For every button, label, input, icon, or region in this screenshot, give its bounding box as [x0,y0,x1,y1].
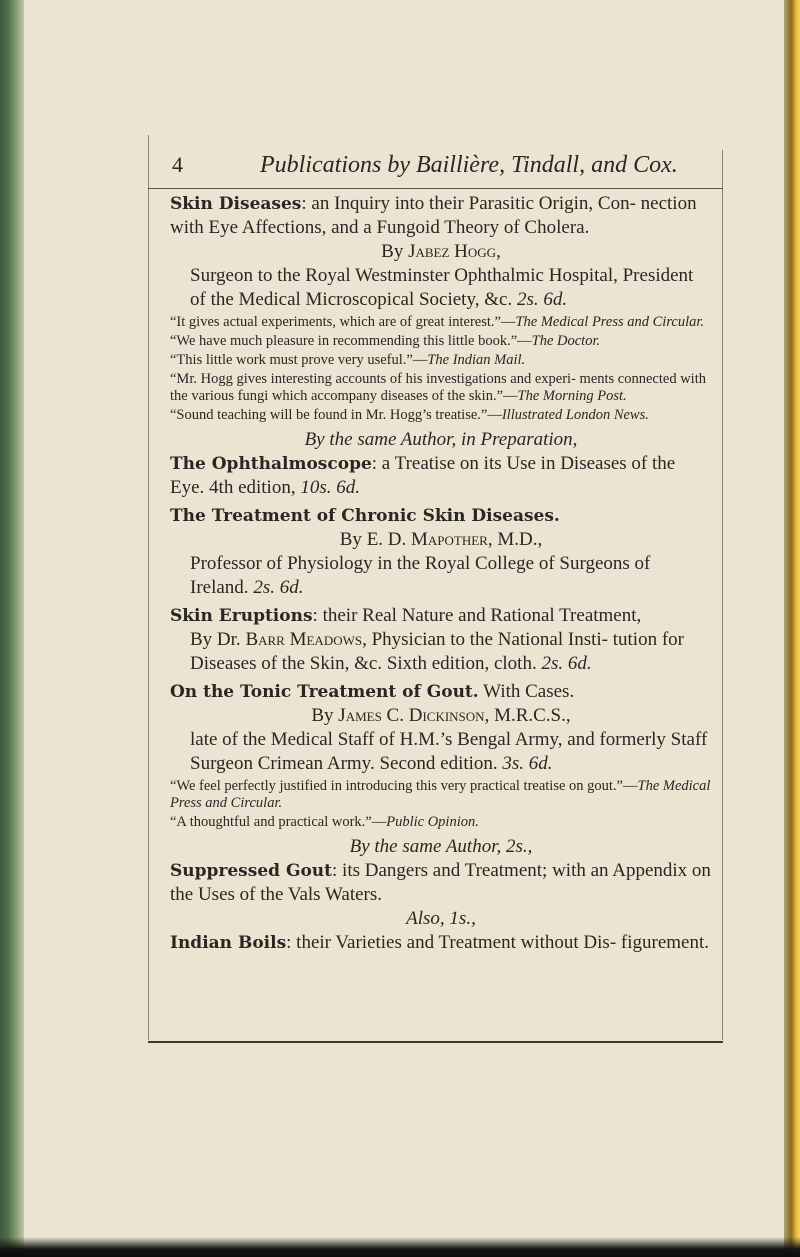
entry-indian-boils [170,931,712,955]
review-quote: “We have much pleasure in recommending this little book.”—The Doctor. [170,333,601,349]
page-margin-left [148,135,149,1040]
entry-suppressed-gout [170,859,712,907]
entry-description: : an Inquiry into their Parasitic Origin, Con- nection with Eye Affections, and a Fungoid Theory of Cholera. [170,193,697,238]
page-margin-right [722,150,723,1040]
entry-author-line: By Jabez Hogg, [381,241,501,262]
entry-title: Skin Eruptions [170,606,313,626]
entry-author-line: By E. D. Mapother, M.D., [339,529,543,550]
entry-details: Surgeon to the Royal Westminster Ophthalmic Hospital, President of the Medical Microscopical Society, &c. 2s. 6d. [190,265,694,310]
entry-author: James C. Dickinson, M.R.C.S., [338,705,571,726]
review-quote: “We feel perfectly justified in introducing this very practical treatise on gout.”—The Medical Press and Circular. [170,778,711,811]
same-author-note: By the same Author, 2s., [349,836,533,857]
entry-description: : its Dangers and Treatment; with an Appendix on the Uses of the Vals Waters. [170,860,711,905]
entry-title: Suppressed Gout [170,861,333,881]
entry-details: By Dr. Barr Meadows, Physician to the National Insti- tution for Diseases of the Skin, &c. Sixth edition, cloth. 2s. 6d. [190,629,684,674]
page-number: 4 [172,152,183,177]
review-quote: “It gives actual experiments, which are of great interest.”—The Medical Press and Circular. [170,314,705,330]
page-header [148,140,723,180]
entry-author: Jabez Hogg, [408,241,501,262]
entry-title: Skin Diseases [170,194,302,214]
entry-description: : a Treatise on its Use in Diseases of the Eye. 4th edition, [170,453,676,498]
entry-title: Indian Boils [170,933,287,953]
entry-treatment-chronic-skin [170,504,712,528]
entry-price: 3s. 6d. [502,753,553,774]
entry-details: late of the Medical Staff of H.M.’s Bengal Army, and formerly Staff Surgeon Crimean Army. Second edition. 3s. 6d. [190,729,708,774]
book-spine-left [0,0,24,1257]
review-quotes [170,314,712,424]
header-rule [148,188,723,189]
entry-details: Professor of Physiology in the Royal College of Surgeons of Ireland. 2s. 6d. [190,553,651,598]
entry-skin-eruptions [170,604,712,628]
entry-title: On the Tonic Treatment of Gout. [170,682,479,702]
entry-price: 2s. 6d. [516,289,568,310]
page-bottom-rule [148,1041,723,1043]
review-quote: “This little work must prove very useful.”—The Indian Mail. [170,352,526,368]
same-author-note: By the same Author, in Preparation, [304,429,578,450]
entry-price: 2s. 6d. [253,577,304,598]
entry-tonic-gout [170,680,712,704]
entry-author: E. D. Mapother, M.D., [366,529,543,550]
entry-author: Barr Meadows, [245,629,367,650]
book-bottom-edge [0,1237,800,1257]
entry-description: With Cases. [483,681,575,702]
review-quote: “A thoughtful and practical work.”—Public Opinion. [170,814,479,830]
review-quotes [170,778,712,831]
entry-title: The Treatment of Chronic Skin Diseases. [170,506,560,526]
also-note: Also, 1s., [406,908,476,929]
entry-ophthalmoscope [170,452,712,500]
entry-price: 2s. 6d. [541,653,592,674]
entry-title: The Ophthalmoscope [170,454,372,474]
entry-skin-diseases [170,192,712,240]
entry-price: 10s. 6d. [300,477,360,498]
running-title: Publications by Baillière, Tindall, and Cox. [260,152,678,178]
page-content [170,192,712,955]
book-edge-right [784,0,800,1257]
entry-author-line: By James C. Dickinson, M.R.C.S., [311,705,571,726]
entry-description: : their Varieties and Treatment without Dis- figurement. [286,932,710,953]
review-quote: “Mr. Hogg gives interesting accounts of his investigations and experi- ments connected with the various fungi which accompany diseases of the skin.”—The Morning Post. [170,371,706,404]
review-quote: “Sound teaching will be found in Mr. Hogg’s treatise.”—Illustrated London News. [170,407,649,423]
entry-description: : their Real Nature and Rational Treatment, [312,605,642,626]
